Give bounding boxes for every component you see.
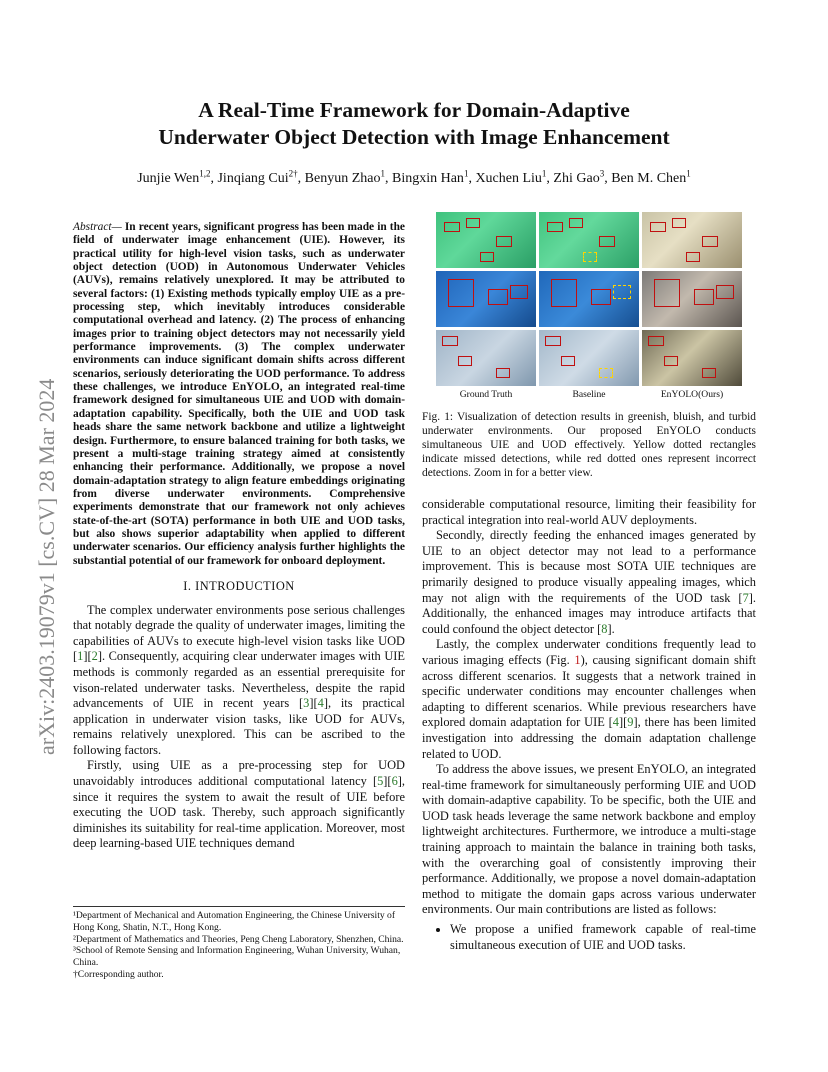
footnote: ²Department of Mathematics and Theories, Peng Cheng Laboratory, Shenzhen, China. [73, 933, 404, 945]
figure-panel-turbid-1 [436, 330, 536, 386]
citation-link[interactable]: 8 [601, 621, 608, 636]
detection-box [488, 289, 508, 305]
author: Zhi Gao$^3$ [553, 168, 605, 186]
figure-panel-turbid-3 [642, 330, 742, 386]
right-paragraph-continued: considerable computational resource, limiting their feasibility for practical integration into real-world AUV deployments. [422, 497, 756, 527]
citation-link[interactable]: 3 [303, 696, 310, 711]
detection-box [442, 336, 458, 346]
detection-box [599, 368, 613, 378]
author: Ben M. Chen$^1$ [611, 168, 691, 186]
detection-box [654, 279, 680, 307]
figure-panel-greenish-3 [642, 212, 742, 268]
footnotes [73, 906, 405, 981]
paper-title [60, 97, 768, 151]
footnote: ³School of Remote Sensing and Information Engineering, Wuhan University, Wuhan, China. [73, 945, 401, 969]
citation-link[interactable]: 5 [377, 774, 384, 789]
detection-box [458, 356, 472, 366]
citation-link[interactable]: 4 [612, 715, 619, 730]
abstract: Abstract— In recent years, significant progress has been made in the field of underwater image enhancement (UIE). However, its practical utility for high-level vision tasks, such as underwater object detection (UOD) in Autonomous Underwater Vehicles (AUVs), remains relatively unexplored. It may be attributed to several factors: (1) Existing methods typically employ UIE as a pre-processing step, which inevitably introduces considerable computational overhead and latency. (2) The process of enhancing images prior to training object detectors may not necessarily yield performance improvements. (3) The complex underwater environments can induce significant domain shifts across different scenarios, seriously deteriorating the UOD performance. To address these challenges, we introduce EnYOLO, an integrated real-time framework designed for simultaneous UIE and UOD with domain-adaptation capability. Specifically, both the UIE and UOD task heads share the same network backbone and utilize a lightweight design. Furthermore, to ensure balanced training for both tasks, we present a multi-stage training strategy aimed at consistently enhancing their performance. Additionally, we propose a novel domain-adaptation strategy to align feature embeddings originating from diverse underwater environments. Comprehensive experiments demonstrate that our framework not only achieves state-of-the-art (SOTA) performance in both UIE and UOD tasks, but also shows superior adaptability when applied to different underwater scenarios. Our efficiency analysis further highlights the substantial potential of our framework for onboard deployment. [73, 221, 405, 567]
footnote: †Corresponding author. [73, 968, 164, 980]
figure-1-image-grid [436, 212, 743, 387]
title-line-1: A Real-Time Framework for Domain-Adaptive [198, 98, 630, 122]
detection-box [545, 336, 561, 346]
figure-label-ours: EnYOLO(Ours) [660, 389, 724, 400]
citation-link[interactable]: 2 [91, 649, 98, 664]
detection-box [702, 368, 716, 378]
figure-panel-turbid-2 [539, 330, 639, 386]
detection-box [510, 285, 528, 299]
right-column [422, 497, 756, 953]
left-column [73, 221, 405, 852]
caption-text: Visualization of detection results in greenish, bluish, and turbid underwater environments. Our proposed EnYOLO conducts simultaneous UIE and UOD effectively. Yellow dotted rectangles indicate missed detections, while red dotted ones represent incorrect detections. Zoom in for a better view. [422, 411, 756, 479]
detection-box [694, 289, 714, 305]
detection-box [686, 252, 700, 262]
detection-box [648, 336, 664, 346]
author: Bingxin Han$^1$ [391, 168, 469, 186]
figure-panel-greenish-2 [539, 212, 639, 268]
figure-panel-greenish-1 [436, 212, 536, 268]
author: Benyun Zhao$^1$ [304, 168, 385, 186]
author: Xuchen Liu$^1$ [475, 168, 547, 186]
abstract-text: In recent years, significant progress has been made in the field of underwater image enhancement (UIE). However, its practical utility for high-level vision tasks, such as underwater object detection (UOD) in Autonomous Underwater Vehicles (AUVs), remains relatively unexplored. It may be attributed to several factors: (1) Existing methods typically employ UIE as a pre-processing step, which inevitably introduces considerable computational overhead and latency. (2) The process of enhancing images prior to training object detectors may not necessarily yield performance improvements. (3) The complex underwater environments can induce significant domain shifts across different scenarios, seriously deteriorating the UOD performance. To address these challenges, we introduce EnYOLO, an integrated real-time framework designed for simultaneous UIE and UOD with domain-adaptation capability. Specifically, both the UIE and UOD task heads share the same network backbone and utilize a lightweight design. Furthermore, to ensure balanced training for both tasks, we present a multi-stage training strategy aimed at consistently enhancing their performance. Additionally, we propose a novel domain-adaptation strategy to align feature embeddings originating from diverse underwater environments. Comprehensive experiments demonstrate that our framework not only achieves state-of-the-art (SOTA) performance in both UIE and UOD tasks, but also shows superior adaptability when applied to different underwater scenarios. Our efficiency analysis further highlights the substantial potential of our framework for onboard deployment. [73, 221, 405, 567]
abstract-label: Abstract [73, 221, 112, 233]
detection-box [547, 222, 563, 232]
author: Jinqiang Cui$^{2\dagger}$ [217, 168, 298, 186]
intro-paragraph-1: The complex underwater environments pose serious challenges that notably degrade the quality of underwater images, limiting the capabilities of AUVs to execute high-level vision tasks like UOD [1][2]. Consequently, acquiring clear underwater images with UIE methods is commonly regarded as an essential prerequisite for vison-related underwater tasks. Nevertheless, despite the rapid advancements of UIE in recent years [3][4], its practical application in underwater vision tasks, like UOD for AUVs, remains relatively unexplored. This can be ascribed to the following factors. [73, 602, 405, 757]
citation-link[interactable]: 7 [742, 590, 749, 605]
detection-box [613, 285, 631, 299]
citation-link[interactable]: 9 [627, 715, 634, 730]
right-paragraph-2: Secondly, directly feeding the enhanced images generated by UIE to an object detector may not lead to a performance improvement. This is because most SOTA UIE techniques are primarily designed to produce visually appealing images, which may not align with the requirements of the UOD task [7]. Additionally, the enhanced images may introduce artifacts that could confound the object detector [8]. [422, 528, 756, 636]
contribution-list [422, 922, 756, 953]
detection-box [599, 236, 615, 247]
figure-panel-bluish-3 [642, 271, 742, 327]
author-list: Junjie Wen$^{1,2}$, Jinqiang Cui$^{2\dagger}$, Benyun Zhao$^1$, Bingxin Han$^1$, Xuchen Liu$^1$, Zhi Gao$^3$, Ben M. Chen$^1$ [137, 168, 691, 186]
arxiv-stamp [20, 250, 70, 760]
detection-box [702, 236, 718, 247]
detection-box [496, 236, 512, 247]
citation-link[interactable]: 6 [391, 774, 398, 789]
figure-label-ground-truth: Ground Truth [459, 389, 513, 400]
detection-box [650, 222, 666, 232]
author: Junjie Wen$^{1,2}$ [137, 168, 211, 186]
detection-box [672, 218, 686, 228]
arxiv-stamp-text: arXiv:2403.19079v1 [cs.CV] 28 Mar 2024 [34, 378, 59, 755]
figure-panel-bluish-2 [539, 271, 639, 327]
detection-box [569, 218, 583, 228]
detection-box [664, 356, 678, 366]
section-heading-introduction: I. INTRODUCTION [183, 578, 295, 593]
right-paragraph-3: Lastly, the complex underwater conditions frequently lead to various imaging effects (Fig. 1), causing significant domain shift across different scenarios. It suggests that a network trained in specific underwater conditions may encounter challenges when adapting to different scenarios. While previous researchers have explored domain adaptation for UIE [4][9], there has been limited investigation into addressing the domain adaptation challenge related to UOD. [422, 637, 756, 761]
figure-ref-link[interactable]: 1 [574, 652, 581, 667]
footnote: ¹Department of Mechanical and Automation Engineering, the Chinese University of Hong Kong, Shatin, N.T., Hong Kong. [73, 910, 396, 933]
detection-box [716, 285, 734, 299]
detection-box [466, 218, 480, 228]
detection-box [551, 279, 577, 307]
title-line-2: Underwater Object Detection with Image Enhancement [158, 125, 670, 149]
caption-label: Fig. 1: [422, 411, 454, 423]
right-paragraph-4: To address the above issues, we present EnYOLO, an integrated real-time framework for simultaneously performing UIE and UOD with domain-adaptive capability. To be specific, both the UIE and UOD task heads leverage the same network backbone and employ lightweight architectures. Furthermore, we introduce a multi-stage training approach to maintain the balance in training both tasks, with the overarching goal of consistently improving their performance. Additionally, we propose a novel domain-adaptation method to mitigate the domain gaps across various underwater environments. Our main contributions are listed as follows: [422, 762, 756, 917]
citation-link[interactable]: 1 [77, 649, 84, 664]
figure-panel-bluish-1 [436, 271, 536, 327]
detection-box [591, 289, 611, 305]
detection-box [496, 368, 510, 378]
citation-link[interactable]: 4 [317, 696, 324, 711]
intro-paragraph-2: Firstly, using UIE as a pre-processing step for UOD unavoidably introduces additional computational latency [5][6], since it requires the system to await the result of UIE before executing the UOD task. Thereby, such approach significantly diminishes its suitability for real-time application. Moreover, most deep learning-based UIE techniques demand [73, 758, 405, 851]
figure-label-baseline: Baseline [572, 389, 606, 400]
figure-1-caption [422, 410, 756, 480]
detection-box [448, 279, 474, 307]
detection-box [583, 252, 597, 262]
contribution-item: • We propose a unified framework capable of real-time simultaneous execution of UIE and UOD tasks. [450, 922, 756, 953]
detection-box [444, 222, 460, 232]
detection-box [561, 356, 575, 366]
detection-box [480, 252, 494, 262]
